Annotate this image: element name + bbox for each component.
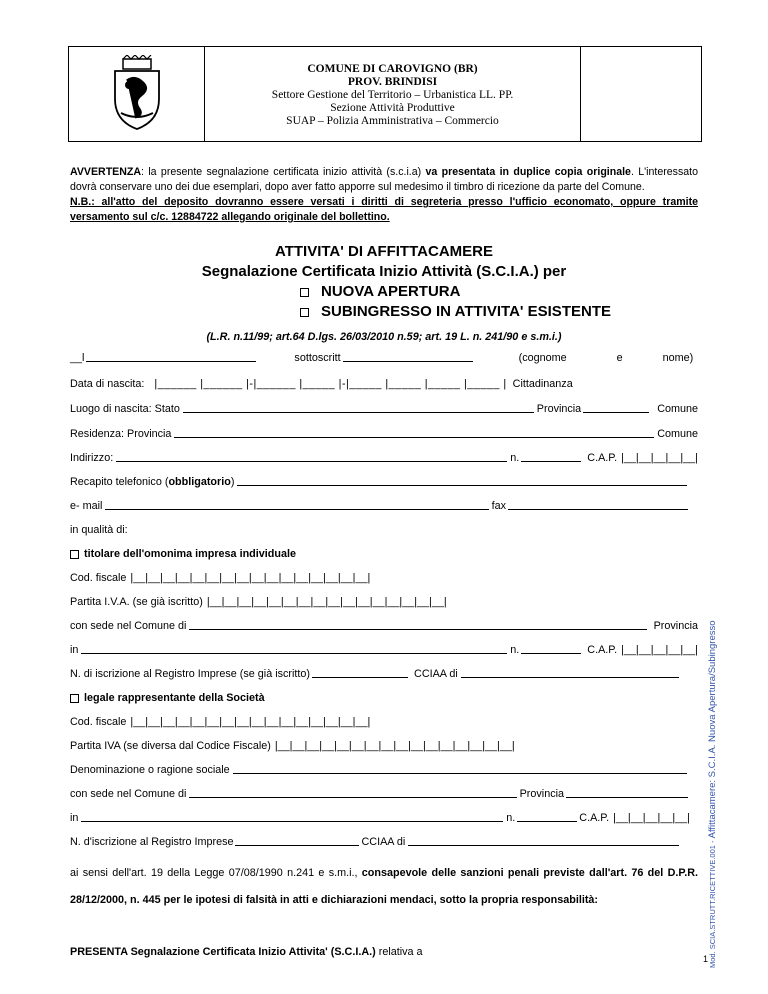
partita-iva-label: Partita IVA (se diversa dal Codice Fiscale): [70, 740, 271, 752]
checkbox-icon[interactable]: [300, 308, 309, 317]
option-label: SUBINGRESSO IN ATTIVITA' ESISTENTE: [321, 303, 611, 320]
form-title: [70, 242, 698, 282]
numero-label: n.: [510, 644, 520, 656]
cognome-label: (cognome: [518, 352, 567, 364]
luogo-nascita-label: Luogo di nascita: Stato: [70, 403, 180, 415]
n-iscrizione-field[interactable]: [235, 845, 359, 846]
cap-field[interactable]: |__|__|__|__|__|: [613, 812, 690, 824]
nome-label: nome): [662, 352, 694, 364]
comune-label: Comune: [657, 428, 698, 440]
header-table: [68, 46, 702, 142]
row-cod-fiscale: [70, 572, 698, 584]
email-field[interactable]: [105, 509, 488, 510]
denominazione-label: Denominazione o ragione sociale: [70, 764, 230, 776]
data-nascita-field[interactable]: |______ |______ |-|______ |_____ |-|_____ |_____ |_____ |_____ |: [154, 378, 507, 390]
e-label: e: [616, 352, 623, 364]
numero-field[interactable]: [521, 461, 581, 462]
numero-field[interactable]: [521, 653, 581, 654]
recapito-field[interactable]: [237, 485, 687, 486]
cod-fiscale-label: Cod. fiscale: [70, 716, 127, 728]
partita-iva-label: Partita I.V.A. (se già iscritto): [70, 596, 203, 608]
row-in-address-2: [70, 812, 690, 824]
side-label: Affittacamere:: [707, 777, 718, 839]
indirizzo-label: Indirizzo:: [70, 452, 114, 464]
cod-fiscale-field[interactable]: |__|__|__|__|__|__|__|__|__|__|__|__|__|__|__|__|: [130, 572, 371, 584]
page-number: 1: [703, 954, 709, 964]
legale-label: legale rappresentante della Società: [84, 692, 265, 704]
cap-field[interactable]: |__|__|__|__|__|: [621, 644, 698, 656]
residenza-label: Residenza: Provincia: [70, 428, 172, 440]
row-partita-iva-2: [70, 740, 698, 752]
cap-label: C.A.P.: [587, 644, 618, 656]
warning-bold: va presentata in duplice copia originale: [425, 166, 631, 178]
gender-field[interactable]: [86, 361, 256, 362]
partita-iva-field[interactable]: |__|__|__|__|__|__|__|__|__|__|__|__|__|__|__|__|: [274, 740, 515, 752]
address-field[interactable]: [81, 821, 503, 822]
sede-label: con sede nel Comune di: [70, 620, 187, 632]
n-iscrizione-label: N. di iscrizione al Registro Imprese (se già iscritto): [70, 668, 311, 680]
declaration-bold: consapevole delle sanzioni penali previste dall'art. 76 del D.P.R. 28/12/2000, n. 445 per le ipotesi di falsità in atti e dichiarazioni mendaci, sotto la propria responsabilità:: [70, 867, 698, 906]
coat-of-arms-icon: [107, 55, 167, 133]
row-titolare[interactable]: [70, 548, 698, 560]
row-data-nascita: [70, 378, 698, 390]
provincia-label: Provincia: [653, 620, 698, 632]
checkbox-icon[interactable]: [70, 694, 79, 703]
provincia-field[interactable]: [583, 412, 649, 413]
obbligatorio-label: obbligatorio: [168, 476, 231, 488]
provincia-name: PROV. BRINDISI: [347, 76, 438, 88]
address-field[interactable]: [81, 653, 507, 654]
side-code: Mod. SCIA.STRUTT.RICETTIVE.001 -: [708, 838, 717, 968]
name-field[interactable]: [343, 361, 473, 362]
row-n-iscrizione: [70, 668, 682, 680]
cod-fiscale-field[interactable]: |__|__|__|__|__|__|__|__|__|__|__|__|__|__|__|__|: [130, 716, 371, 728]
presenta-bold: PRESENTA Segnalazione Certificata Inizio Attivita' (S.C.I.A.): [70, 946, 376, 958]
row-residenza: [70, 428, 698, 440]
recapito-label: Recapito telefonico (: [70, 476, 169, 488]
law-reference: (L.R. n.11/99; art.64 D.lgs. 26/03/2010 n.59; art. 19 L. n. 241/90 e s.m.i.): [206, 331, 562, 343]
cittadinanza-label: Cittadinanza: [512, 378, 573, 390]
row-denominazione: [70, 764, 690, 776]
stato-field[interactable]: [183, 412, 534, 413]
warning-text-2: . L'interessato dovrà conservare uno dei due esemplari, dopo aver fatto apporre sul medesimo il timbro di ricezione da parte del Comune.: [70, 166, 698, 193]
numero-label: n.: [506, 812, 516, 824]
cap-field[interactable]: |__|__|__|__|__|: [621, 452, 698, 464]
row-partita-iva: [70, 596, 698, 608]
row-sottoscritto: [70, 352, 698, 364]
row-sede-2: [70, 788, 690, 800]
warning-nb: N.B.: all'atto del deposito dovranno essere versati i diritti di segreteria presso l'ufficio economato, oppure tramite versamento sul c/c. 12884722 allegando originale del bollettino.: [70, 196, 698, 223]
header-text: [205, 47, 581, 141]
suap-line: SUAP – Polizia Amministrativa – Commercio: [286, 115, 499, 127]
cciaa-label: CCIAA di: [361, 836, 406, 848]
sede-field[interactable]: [189, 797, 516, 798]
residenza-field[interactable]: [174, 437, 654, 438]
presenta-rest: relativa a: [375, 946, 423, 958]
title-line-2: Segnalazione Certificata Inizio Attività (S.C.I.A.) per: [201, 263, 567, 280]
cod-fiscale-label: Cod. fiscale: [70, 572, 127, 584]
presenta-line: [70, 946, 698, 958]
sede-label: con sede nel Comune di: [70, 788, 187, 800]
partita-iva-field[interactable]: |__|__|__|__|__|__|__|__|__|__|__|__|__|__|__|__|: [206, 596, 447, 608]
coat-of-arms-cell: [69, 47, 205, 141]
provincia-label: Provincia: [536, 403, 582, 415]
comune-name: COMUNE DI CAROVIGNO (BR): [307, 63, 478, 75]
sede-field[interactable]: [189, 629, 646, 630]
declaration-pre: ai sensi dell'art. 19 della Legge 07/08/1990 n.241 e s.m.i.,: [70, 867, 362, 879]
cciaa-label: CCIAA di: [414, 668, 458, 680]
in-label: in: [70, 812, 79, 824]
row-recapito: [70, 476, 690, 488]
sottoscritto-label: sottoscritt: [294, 352, 341, 364]
stamp-cell: [581, 47, 701, 141]
indirizzo-field[interactable]: [116, 461, 507, 462]
comune-label: Comune: [657, 403, 698, 415]
option-label: NUOVA APERTURA: [321, 283, 461, 300]
email-label: e- mail: [70, 500, 103, 512]
data-nascita-label: Data di nascita:: [70, 378, 145, 390]
cap-label: C.A.P.: [579, 812, 610, 824]
row-legale[interactable]: [70, 692, 698, 704]
checkbox-icon[interactable]: [70, 550, 79, 559]
checkbox-icon[interactable]: [300, 288, 309, 297]
n-iscrizione-field[interactable]: [312, 677, 408, 678]
fax-label: fax: [491, 500, 506, 512]
denominazione-field[interactable]: [233, 773, 687, 774]
option-nuova-apertura[interactable]: [300, 282, 611, 302]
row-in-qualita: [70, 524, 698, 536]
field-prefix: __l: [70, 352, 85, 364]
numero-field[interactable]: [517, 821, 577, 822]
in-qualita-label: in qualità di:: [70, 524, 128, 536]
side-form-code: [707, 620, 718, 968]
option-subingresso[interactable]: [300, 302, 611, 322]
warning-label: AVVERTENZA: [70, 166, 142, 178]
row-email: [70, 500, 690, 512]
declaration-paragraph: [70, 860, 698, 914]
row-n-iscrizione-2: [70, 836, 682, 848]
row-luogo-nascita: [70, 403, 698, 415]
side-text: S.C.I.A. Nuova Apertura/Subingresso: [707, 620, 718, 778]
recapito-close: ): [230, 476, 235, 488]
numero-label: n.: [510, 452, 520, 464]
opening-type-options: [300, 282, 611, 322]
title-line-1: ATTIVITA' DI AFFITTACAMERE: [275, 243, 493, 260]
fax-field[interactable]: [508, 509, 688, 510]
row-sede: [70, 620, 698, 632]
cciaa-field[interactable]: [461, 677, 679, 678]
settore-line: Settore Gestione del Territorio – Urbanistica LL. PP.: [271, 89, 514, 101]
warning-text: : la presente segnalazione certificata inizio attività (s.c.i.a): [141, 166, 426, 178]
provincia-label: Provincia: [519, 788, 564, 800]
titolare-label: titolare dell'omonima impresa individuale: [84, 548, 296, 560]
in-label: in: [70, 644, 79, 656]
row-indirizzo: [70, 452, 698, 464]
cciaa-field[interactable]: [408, 845, 679, 846]
sezione-line: Sezione Attività Produttive: [330, 102, 455, 114]
n-iscrizione-label: N. d'iscrizione al Registro Imprese: [70, 836, 234, 848]
row-in-address: [70, 644, 698, 656]
provincia-field[interactable]: [566, 797, 688, 798]
warning-block: [70, 165, 698, 225]
cap-label: C.A.P.: [587, 452, 618, 464]
row-cod-fiscale-2: [70, 716, 698, 728]
